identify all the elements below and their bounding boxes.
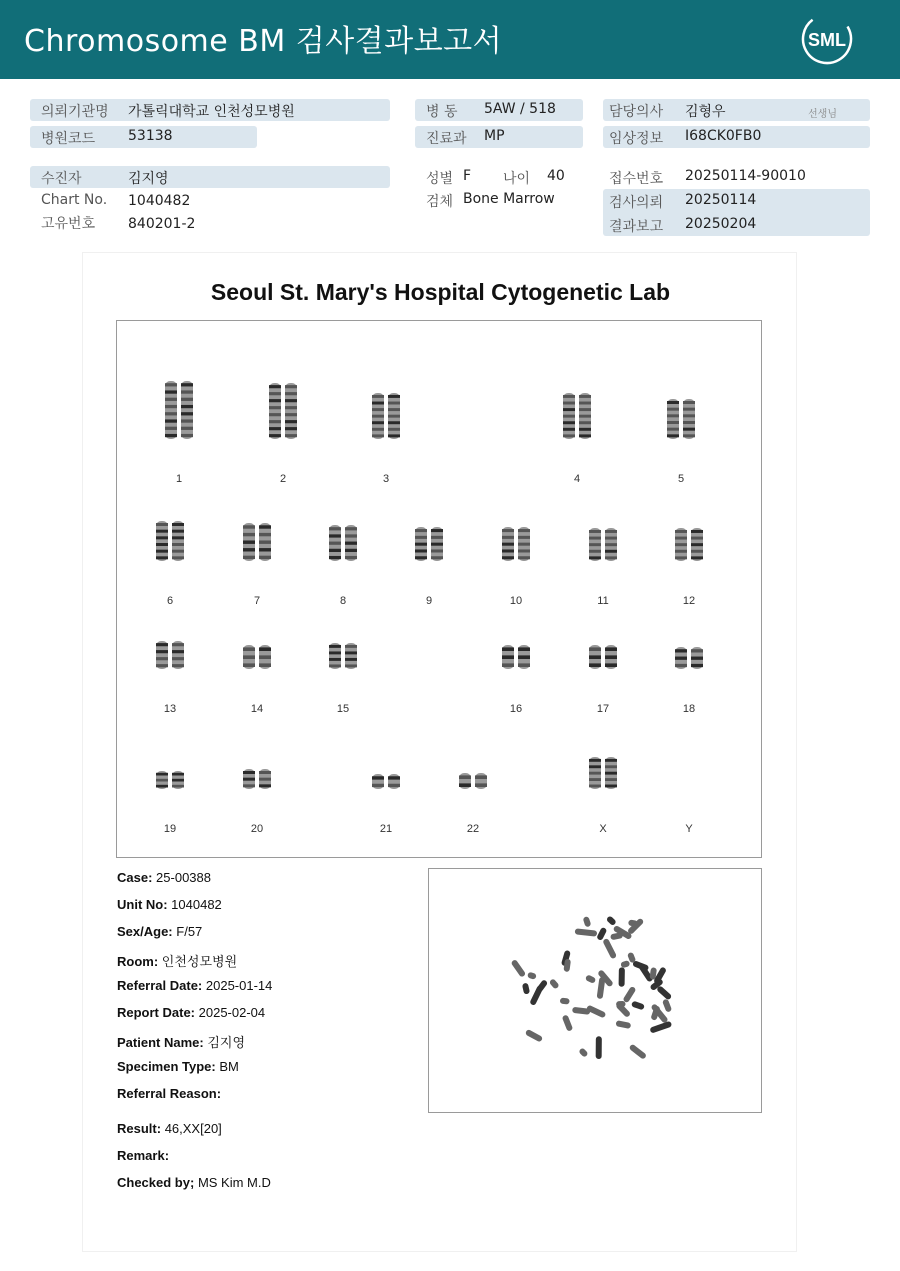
room-value: 인천성모병원: [161, 954, 238, 969]
chromosome-label-20: 20: [250, 823, 264, 835]
chromosome-pair-1: [165, 381, 193, 485]
remark-row: [117, 1148, 169, 1163]
unit-value: 1040482: [171, 897, 222, 912]
report-date-row: [117, 1005, 265, 1020]
chromosome-label-18: 18: [682, 703, 696, 715]
chromosome-pair-8: [329, 525, 357, 607]
patient-name-value: 김지영: [207, 1035, 246, 1050]
referral-reason-label: Referral Reason:: [117, 1086, 222, 1101]
room-label: Room:: [117, 954, 159, 969]
metaphase-chromosome: [529, 985, 543, 1006]
metaphase-chromosome: [628, 919, 638, 926]
chromosome-pair-2: [269, 383, 297, 485]
unit-label: Unit No:: [117, 897, 168, 912]
metaphase-chromosome: [525, 1029, 543, 1043]
chromosome-label-10: 10: [509, 595, 523, 607]
chromosome-label-X: X: [599, 823, 607, 835]
karyotype-image: [117, 321, 761, 857]
chromosome-pair-7: [243, 523, 271, 607]
chromosome-label-1: 1: [175, 473, 183, 485]
referral-date-value: 2025-01-14: [205, 978, 273, 993]
remark-label: Remark:: [117, 1148, 170, 1163]
patient-row: [30, 166, 390, 188]
report-title: Seoul St. Mary's Hospital Cytogenetic Lab: [210, 279, 671, 305]
checked-label: Checked by;: [117, 1175, 195, 1190]
sexage-value: F/57: [176, 924, 203, 939]
chromosome-label-2: 2: [279, 473, 287, 485]
age-value: 40: [547, 168, 565, 184]
patient-name-row: [117, 1032, 245, 1051]
chromosome-label-8: 8: [339, 595, 347, 607]
chromosome-label-6: 6: [166, 595, 174, 607]
chromosome-pair-20: [243, 769, 271, 835]
result-label: Result:: [117, 1121, 162, 1136]
karyotype-panel: [116, 320, 762, 858]
chromosome-pair-10: [502, 527, 530, 607]
chromosome-label-15: 15: [336, 703, 350, 715]
logo-text: SML: [808, 30, 846, 50]
clinical-label: 임상정보: [609, 131, 664, 147]
page-title: Chromosome BM 검사결과보고서: [24, 24, 503, 59]
specimen-value: Bone Marrow: [463, 191, 555, 207]
metaphase-chromosome: [656, 985, 672, 1000]
metaphase-chromosome: [522, 983, 530, 995]
clinical-value: I68CK0FB0: [685, 128, 762, 144]
metaphase-chromosome: [585, 974, 596, 984]
chromosome-label-7: 7: [253, 595, 261, 607]
chromosome-label-14: 14: [250, 703, 264, 715]
chromosome-label-19: 19: [163, 823, 177, 835]
metaphase-chromosome: [549, 978, 560, 989]
metaphase-chromosome: [527, 972, 537, 980]
chromosome-pair-Y: [685, 823, 693, 835]
patient-label: 수진자: [41, 171, 82, 187]
metaphase-chromosome: [615, 1020, 631, 1029]
specimen-type-value: BM: [219, 1059, 239, 1074]
ward-label: 병 동: [426, 104, 458, 120]
metaphase-chromosome: [622, 986, 636, 1004]
chromosome-pair-14: [243, 645, 271, 715]
chromosome-label-13: 13: [163, 703, 177, 715]
unique-id-value: 840201-2: [128, 216, 196, 232]
metaphase-chromosome: [619, 967, 625, 987]
metaphase-chromosome: [662, 998, 672, 1012]
case-value: 25-00388: [156, 870, 211, 885]
sexage-label: Sex/Age:: [117, 924, 173, 939]
report-header: [0, 0, 900, 79]
metaphase-chromosome: [620, 960, 630, 968]
chromosome-pair-6: [156, 521, 184, 607]
metaphase-chromosome: [629, 1044, 648, 1060]
chromosome-pair-3: [372, 393, 400, 485]
chromosome-pair-18: [675, 647, 703, 715]
metaphase-chromosome: [596, 927, 607, 941]
report-date-value: 20250204: [685, 216, 757, 232]
metaphase-chromosome: [627, 917, 645, 935]
chromosome-label-4: 4: [573, 473, 581, 485]
report-date-label: 결과보고: [609, 219, 664, 235]
specimen-type-label: Specimen Type:: [117, 1059, 216, 1074]
metaphase-chromosome: [649, 1021, 672, 1034]
chromosome-label-12: 12: [682, 595, 696, 607]
chromosome-label-22: 22: [466, 823, 480, 835]
doctor-value: 김형우: [685, 104, 726, 120]
specimen-type-row: [117, 1059, 239, 1074]
chromosome-label-9: 9: [425, 595, 433, 607]
checked-value: MS Kim M.D: [197, 1175, 271, 1190]
hospital-code-value: 53138: [128, 128, 173, 144]
referral-reason-row: [117, 1086, 221, 1101]
report-date-meta-value: 2025-02-04: [198, 1005, 266, 1020]
referral-date-label: Referral Date:: [117, 978, 203, 993]
age-label: 나이: [503, 171, 531, 187]
unique-id-label: 고유번호: [41, 216, 96, 232]
chromosome-label-21: 21: [379, 823, 393, 835]
request-label: 검사의뢰: [609, 195, 664, 211]
sex-value: F: [463, 168, 472, 184]
metaphase-chromosome: [583, 916, 592, 928]
chromosome-pair-15: [329, 643, 357, 715]
receipt-label: 접수번호: [609, 171, 664, 187]
patient-name-label: Patient Name:: [117, 1035, 204, 1050]
metaphase-chromosome: [578, 1047, 588, 1058]
chromosome-pair-13: [156, 641, 184, 715]
chromosome-pair-12: [675, 528, 703, 607]
chromosome-pair-21: [372, 774, 400, 835]
checked-row: [117, 1175, 271, 1190]
sml-logo-icon: [800, 12, 854, 66]
chromosome-pair-9: [415, 527, 443, 607]
case-label: Case:: [117, 870, 153, 885]
result-row: [117, 1121, 222, 1136]
chromosome-label-11: 11: [597, 595, 609, 607]
hospital-code-label: 병원코드: [41, 131, 96, 147]
chromosome-pair-19: [156, 771, 184, 835]
ward-value: 5AW / 518: [484, 101, 556, 117]
doctor-suffix: 선생님: [808, 109, 837, 120]
receipt-value: 20250114-90010: [685, 168, 806, 184]
chromosome-pair-11: [589, 528, 617, 607]
metaphase-image: [429, 869, 761, 1112]
chromosome-pair-5: [667, 399, 695, 485]
chromosome-label-5: 5: [677, 473, 685, 485]
doctor-label: 담당의사: [609, 104, 664, 120]
chromosome-pair-22: [459, 773, 487, 835]
metaphase-chromosome: [510, 959, 526, 978]
metaphase-chromosome: [610, 932, 623, 940]
case-row: [117, 870, 211, 885]
request-value: 20250114: [685, 192, 757, 208]
metaphase-panel: [428, 868, 762, 1113]
chromosome-pair-4: [563, 393, 591, 485]
dept-value: MP: [484, 128, 505, 144]
metaphase-chromosome: [560, 998, 570, 1005]
patient-value: 김지영: [128, 171, 169, 187]
chromosome-pair-16: [502, 645, 530, 715]
unit-row: [117, 897, 222, 912]
metaphase-chromosome: [575, 928, 598, 936]
referral-date-row: [117, 978, 272, 993]
chromosome-label-17: 17: [596, 703, 610, 715]
chromosome-label-3: 3: [382, 473, 390, 485]
room-row: [117, 951, 237, 970]
chart-no-value: 1040482: [128, 193, 191, 209]
metaphase-chromosome: [631, 1001, 645, 1011]
chromosome-label-16: 16: [509, 703, 523, 715]
chromosome-pair-X: [589, 757, 617, 835]
metaphase-chromosome: [596, 1036, 602, 1059]
institution-value: 가톨릭대학교 인천성모병원: [128, 104, 295, 120]
specimen-label: 검체: [426, 194, 454, 210]
metaphase-chromosome: [606, 915, 617, 926]
result-value: 46,XX[20]: [164, 1121, 222, 1136]
dept-label: 진료과: [426, 131, 467, 147]
metaphase-chromosome: [562, 1014, 574, 1031]
chart-no-label: Chart No.: [41, 192, 108, 208]
report-date-meta-label: Report Date:: [117, 1005, 196, 1020]
sexage-row: [117, 924, 202, 939]
sex-label: 성별: [426, 171, 454, 187]
institution-label: 의뢰기관명: [41, 104, 109, 120]
chromosome-label-Y: Y: [685, 823, 693, 835]
metaphase-chromosome: [602, 938, 617, 960]
chromosome-pair-17: [589, 645, 617, 715]
